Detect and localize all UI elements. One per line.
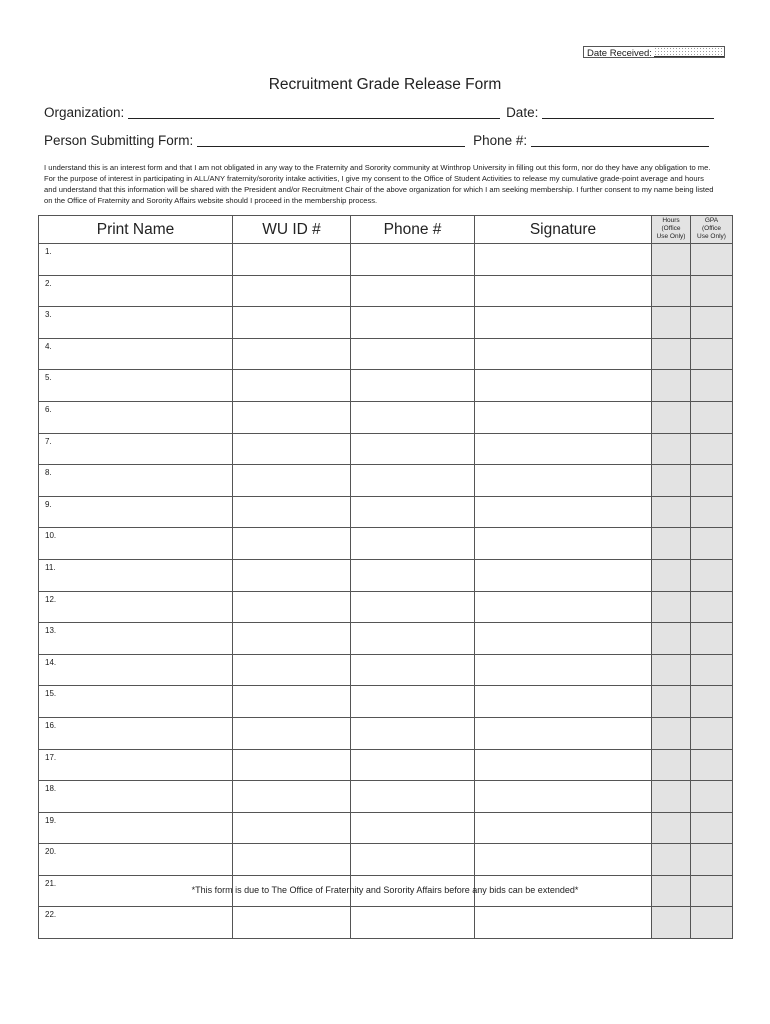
row-number: 21. xyxy=(45,878,57,888)
phone-cell[interactable] xyxy=(351,528,475,560)
organization-label: Organization: xyxy=(44,105,125,120)
wu-id-cell[interactable] xyxy=(233,496,351,528)
wu-id-cell[interactable] xyxy=(233,307,351,339)
gpa-cell xyxy=(691,244,733,276)
wu-id-header: WU ID # xyxy=(233,216,351,244)
phone-cell[interactable] xyxy=(351,717,475,749)
row-number: 3. xyxy=(45,310,52,320)
signature-cell[interactable] xyxy=(475,338,652,370)
phone-cell[interactable] xyxy=(351,591,475,623)
row-number: 4. xyxy=(45,341,52,351)
hours-cell xyxy=(652,433,691,465)
phone-cell[interactable] xyxy=(351,749,475,781)
signature-header: Signature xyxy=(475,216,652,244)
phone-cell[interactable] xyxy=(351,844,475,876)
date-received-label: Date Received: xyxy=(587,48,652,58)
row-number: 1. xyxy=(45,247,52,256)
table-row xyxy=(39,338,733,370)
signature-cell[interactable] xyxy=(475,433,652,465)
phone-cell[interactable] xyxy=(351,623,475,655)
wu-id-cell[interactable] xyxy=(233,717,351,749)
table-row xyxy=(39,907,733,939)
gpa-cell xyxy=(691,844,733,876)
wu-id-cell[interactable] xyxy=(233,781,351,813)
hours-cell xyxy=(652,401,691,433)
table-row xyxy=(39,433,733,465)
gpa-cell xyxy=(691,496,733,528)
phone-cell[interactable] xyxy=(351,812,475,844)
organization-field[interactable] xyxy=(128,106,500,119)
signature-cell[interactable] xyxy=(475,844,652,876)
hours-cell xyxy=(652,559,691,591)
row-number: 7. xyxy=(45,436,52,446)
person-submitting-row xyxy=(44,133,709,148)
name-cell[interactable] xyxy=(39,654,233,686)
signature-cell[interactable] xyxy=(475,749,652,781)
name-cell[interactable] xyxy=(39,559,233,591)
gpa-cell xyxy=(691,275,733,307)
name-cell[interactable] xyxy=(39,465,233,497)
name-cell[interactable] xyxy=(39,338,233,370)
phone-cell[interactable] xyxy=(351,401,475,433)
row-number: 15. xyxy=(45,689,57,699)
table-row xyxy=(39,528,733,560)
signature-cell[interactable] xyxy=(475,781,652,813)
name-cell[interactable] xyxy=(39,812,233,844)
table-row xyxy=(39,623,733,655)
signature-cell[interactable] xyxy=(475,907,652,939)
wu-id-cell[interactable] xyxy=(233,844,351,876)
gpa-cell xyxy=(691,338,733,370)
table-row xyxy=(39,844,733,876)
table-row xyxy=(39,465,733,497)
table-row xyxy=(39,812,733,844)
signature-cell[interactable] xyxy=(475,465,652,497)
signature-cell[interactable] xyxy=(475,559,652,591)
consent-paragraph: I understand this is an interest form and that I am not obligated in any way to the Fraternity and Sorority community at Winthrop University in filling out this form, nor do they have any obligation to me. For the purpose of interest in participating in ALL/ANY fraternity/sorority intake activities, I give my consent to the Office of Student Activities to release my cumulative grade-point average and hours and understand that this information will be shared with the President and/or Recruitment Chair of the above organization for which I am seeking membership. I further consent to my name being listed on the Office of Fraternity and Sorority Affairs website should I proceed in the membership process. xyxy=(44,163,714,205)
hours-cell xyxy=(652,812,691,844)
date-received-field[interactable] xyxy=(654,47,725,57)
phone-cell[interactable] xyxy=(351,496,475,528)
signature-cell[interactable] xyxy=(475,275,652,307)
signature-cell[interactable] xyxy=(475,812,652,844)
name-cell[interactable] xyxy=(39,275,233,307)
gpa-cell xyxy=(691,781,733,813)
phone-header: Phone # xyxy=(351,216,475,244)
row-number: 8. xyxy=(45,468,52,478)
row-number: 6. xyxy=(45,404,52,414)
name-cell[interactable] xyxy=(39,401,233,433)
wu-id-cell[interactable] xyxy=(233,370,351,402)
signup-table xyxy=(38,215,733,939)
table-row xyxy=(39,275,733,307)
row-number: 12. xyxy=(45,594,57,604)
signature-cell[interactable] xyxy=(475,591,652,623)
row-number: 5. xyxy=(45,373,52,383)
date-received-box xyxy=(583,46,725,58)
row-number: 22. xyxy=(45,910,57,920)
row-number: 19. xyxy=(45,815,57,825)
hours-cell xyxy=(652,623,691,655)
row-number: 14. xyxy=(45,657,57,667)
hours-cell xyxy=(652,654,691,686)
hours-cell xyxy=(652,528,691,560)
print-name-header: Print Name xyxy=(39,216,233,244)
name-cell[interactable] xyxy=(39,496,233,528)
name-cell[interactable] xyxy=(39,686,233,718)
name-cell[interactable] xyxy=(39,781,233,813)
name-cell[interactable] xyxy=(39,244,233,276)
wu-id-cell[interactable] xyxy=(233,749,351,781)
name-cell[interactable] xyxy=(39,749,233,781)
row-number: 11. xyxy=(45,562,56,572)
gpa-cell xyxy=(691,559,733,591)
row-number: 16. xyxy=(45,720,57,730)
row-number: 17. xyxy=(45,752,57,762)
gpa-cell xyxy=(691,528,733,560)
hours-cell xyxy=(652,907,691,939)
row-number: 13. xyxy=(45,626,57,636)
table-row xyxy=(39,591,733,623)
hours-cell xyxy=(652,717,691,749)
gpa-cell xyxy=(691,401,733,433)
table-row xyxy=(39,654,733,686)
table-row xyxy=(39,749,733,781)
table-row xyxy=(39,496,733,528)
gpa-cell xyxy=(691,591,733,623)
hours-cell xyxy=(652,465,691,497)
row-number: 2. xyxy=(45,278,52,288)
wu-id-cell[interactable] xyxy=(233,591,351,623)
wu-id-cell[interactable] xyxy=(233,907,351,939)
table-row xyxy=(39,717,733,749)
hours-cell xyxy=(652,307,691,339)
wu-id-cell[interactable] xyxy=(233,465,351,497)
row-number: 10. xyxy=(45,531,57,541)
name-cell[interactable] xyxy=(39,907,233,939)
hours-cell xyxy=(652,496,691,528)
wu-id-cell[interactable] xyxy=(233,433,351,465)
gpa-cell xyxy=(691,686,733,718)
phone-cell[interactable] xyxy=(351,654,475,686)
footer-note: *This form is due to The Office of Fraternity and Sorority Affairs before any bids can be extended* xyxy=(191,885,579,895)
wu-id-cell[interactable] xyxy=(233,623,351,655)
hours-cell xyxy=(652,591,691,623)
wu-id-cell[interactable] xyxy=(233,528,351,560)
table-row xyxy=(39,401,733,433)
wu-id-cell[interactable] xyxy=(233,559,351,591)
wu-id-cell[interactable] xyxy=(233,338,351,370)
phone-cell[interactable] xyxy=(351,275,475,307)
name-cell[interactable] xyxy=(39,528,233,560)
row-number: 20. xyxy=(45,847,57,857)
phone-cell[interactable] xyxy=(351,370,475,402)
person-submitting-label: Person Submitting Form: xyxy=(44,133,194,148)
signature-cell[interactable] xyxy=(475,686,652,718)
phone-cell[interactable] xyxy=(351,781,475,813)
phone-cell[interactable] xyxy=(351,907,475,939)
signature-cell[interactable] xyxy=(475,244,652,276)
hours-cell xyxy=(652,844,691,876)
hours-cell xyxy=(652,275,691,307)
wu-id-cell[interactable] xyxy=(233,654,351,686)
wu-id-cell[interactable] xyxy=(233,686,351,718)
phone-cell[interactable] xyxy=(351,244,475,276)
organization-row xyxy=(44,105,714,120)
hours-cell xyxy=(652,749,691,781)
name-cell[interactable] xyxy=(39,717,233,749)
form-title: Recruitment Grade Release Form xyxy=(268,76,502,93)
phone-field[interactable] xyxy=(531,134,709,147)
gpa-cell xyxy=(691,717,733,749)
hours-cell xyxy=(652,338,691,370)
phone-cell[interactable] xyxy=(351,307,475,339)
phone-cell[interactable] xyxy=(351,433,475,465)
gpa-cell xyxy=(691,370,733,402)
name-cell[interactable] xyxy=(39,844,233,876)
table-row xyxy=(39,559,733,591)
name-cell[interactable] xyxy=(39,433,233,465)
wu-id-cell[interactable] xyxy=(233,244,351,276)
signature-cell[interactable] xyxy=(475,370,652,402)
person-submitting-field[interactable] xyxy=(197,134,465,147)
signature-cell[interactable] xyxy=(475,717,652,749)
gpa-cell xyxy=(691,623,733,655)
gpa-cell xyxy=(691,907,733,939)
signature-cell[interactable] xyxy=(475,623,652,655)
gpa-office-header: GPA (Office Use Only) xyxy=(691,216,733,244)
hours-office-header: Hours (Office Use Only) xyxy=(652,216,691,244)
gpa-cell xyxy=(691,433,733,465)
gpa-cell xyxy=(691,307,733,339)
row-number: 9. xyxy=(45,499,52,509)
row-number: 18. xyxy=(45,784,57,794)
hours-cell xyxy=(652,244,691,276)
signature-cell[interactable] xyxy=(475,496,652,528)
phone-label: Phone #: xyxy=(473,133,528,148)
signature-cell[interactable] xyxy=(475,307,652,339)
signature-cell[interactable] xyxy=(475,401,652,433)
date-field[interactable] xyxy=(542,106,714,119)
name-cell[interactable] xyxy=(39,370,233,402)
signature-cell[interactable] xyxy=(475,654,652,686)
table-row xyxy=(39,307,733,339)
phone-cell[interactable] xyxy=(351,559,475,591)
date-label: Date: xyxy=(506,105,539,120)
gpa-cell xyxy=(691,465,733,497)
phone-cell[interactable] xyxy=(351,465,475,497)
name-cell[interactable] xyxy=(39,623,233,655)
table-row xyxy=(39,686,733,718)
name-cell[interactable] xyxy=(39,307,233,339)
name-cell[interactable] xyxy=(39,591,233,623)
signature-cell[interactable] xyxy=(475,528,652,560)
table-header-row xyxy=(39,216,733,244)
hours-cell xyxy=(652,686,691,718)
gpa-cell xyxy=(691,654,733,686)
table-row xyxy=(39,781,733,813)
phone-cell[interactable] xyxy=(351,338,475,370)
gpa-cell xyxy=(691,812,733,844)
table-row xyxy=(39,244,733,276)
hours-cell xyxy=(652,370,691,402)
phone-cell[interactable] xyxy=(351,686,475,718)
hours-cell xyxy=(652,781,691,813)
wu-id-cell[interactable] xyxy=(233,812,351,844)
wu-id-cell[interactable] xyxy=(233,401,351,433)
table-row xyxy=(39,370,733,402)
wu-id-cell[interactable] xyxy=(233,275,351,307)
gpa-cell xyxy=(691,749,733,781)
